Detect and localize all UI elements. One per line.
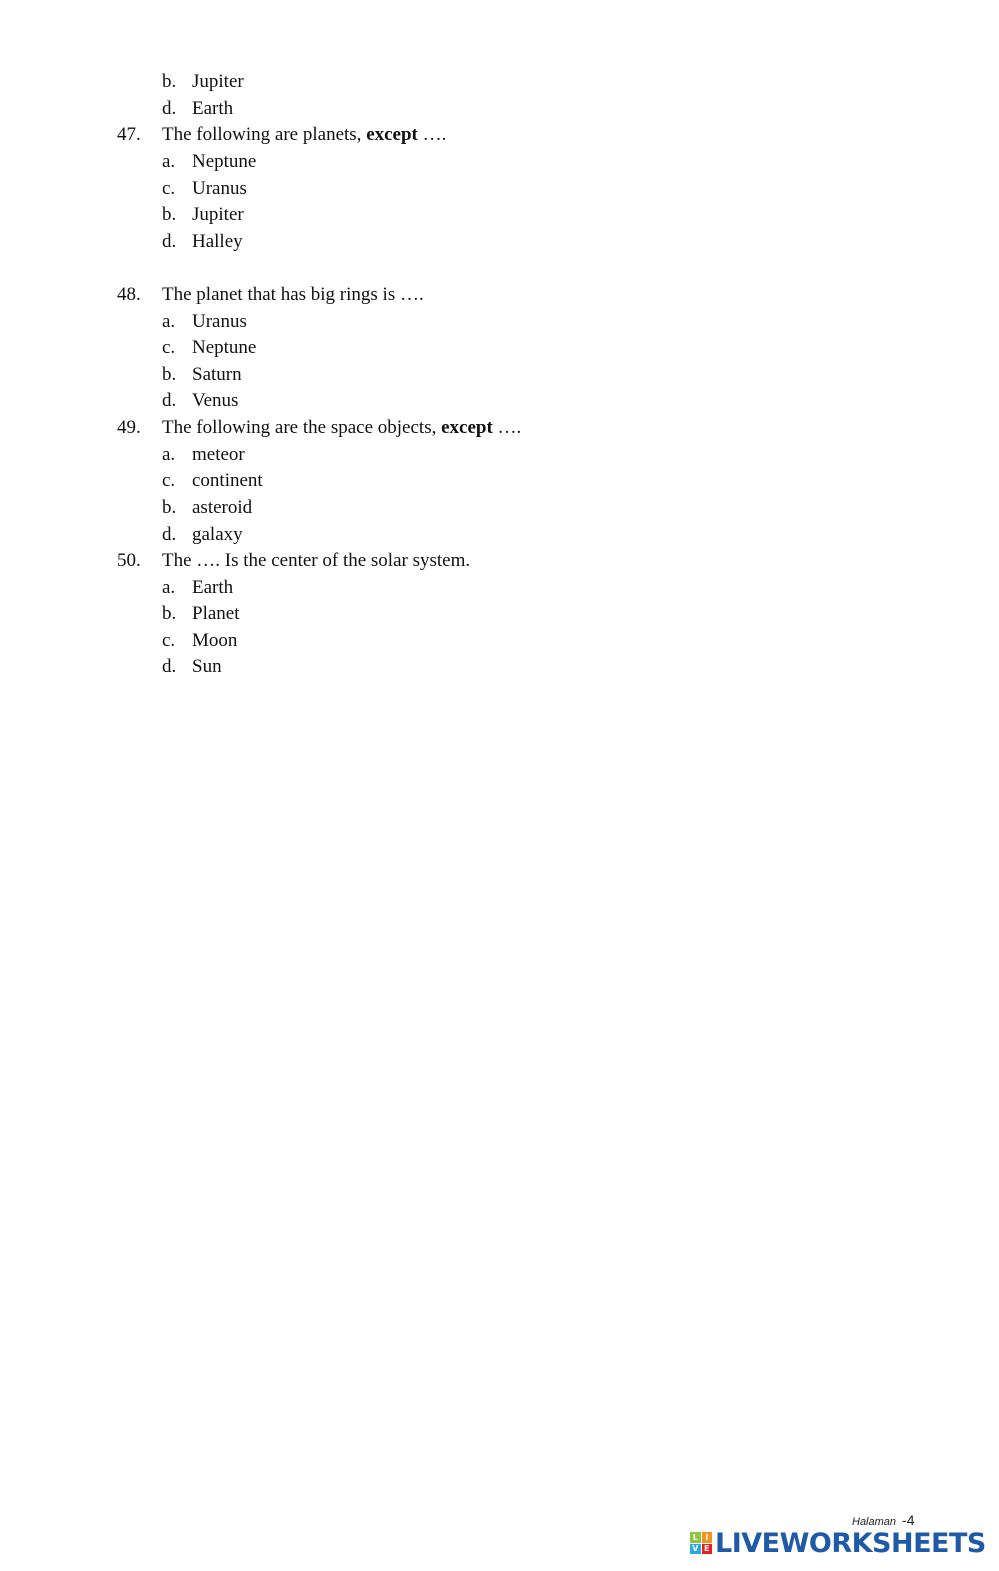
option-letter: c. (162, 178, 176, 199)
question-number: 50. (117, 550, 141, 571)
emphasis: except (441, 417, 493, 438)
option-text: Jupiter (192, 204, 244, 225)
question-text: The …. Is the center of the solar system. (162, 550, 471, 571)
option-text: Sun (192, 656, 222, 677)
option-text: meteor (192, 444, 245, 465)
option-letter: a. (162, 311, 176, 332)
question-text: The following are planets, except …. (162, 124, 447, 145)
option-text: continent (192, 470, 263, 491)
option-letter: b. (162, 204, 177, 225)
option-letter: a. (162, 577, 176, 598)
option-letter: b. (162, 497, 177, 518)
option-letter: d. (162, 231, 177, 252)
question-number: 48. (117, 284, 141, 305)
option-text: Moon (192, 630, 238, 651)
option-letter: b. (162, 71, 177, 92)
page-value: -4 (902, 1512, 915, 1528)
option-text: galaxy (192, 524, 243, 545)
question-text: The following are the space objects, except …. (162, 417, 522, 438)
option-letter: c. (162, 630, 176, 651)
liveworksheets-logo (690, 1528, 986, 1558)
option-text: Planet (192, 603, 240, 624)
question-number: 49. (117, 417, 141, 438)
option-text: Halley (192, 231, 243, 252)
brand-name: LIVEWORKSHEETS (715, 1527, 986, 1559)
page-label: Halaman (852, 1516, 897, 1528)
option-text: Uranus (192, 178, 247, 199)
option-letter: a. (162, 151, 176, 172)
option-text: Jupiter (192, 71, 244, 92)
option-text: Neptune (192, 337, 257, 358)
page-number (852, 1512, 914, 1528)
option-text: Neptune (192, 151, 257, 172)
option-letter: c. (162, 470, 176, 491)
question-text: The planet that has big rings is …. (162, 284, 424, 305)
option-text: asteroid (192, 497, 253, 518)
option-letter: b. (162, 364, 177, 385)
question-number: 47. (117, 124, 141, 145)
option-letter: d. (162, 524, 177, 545)
option-text: Saturn (192, 364, 242, 385)
option-text: Uranus (192, 311, 247, 332)
option-letter: d. (162, 390, 177, 411)
option-text: Earth (192, 577, 234, 598)
emphasis: except (366, 124, 418, 145)
option-text: Venus (192, 390, 239, 411)
option-letter: d. (162, 98, 177, 119)
option-text: Earth (192, 98, 234, 119)
logo-icon: L I V E (690, 1532, 712, 1554)
option-letter: c. (162, 337, 176, 358)
option-letter: b. (162, 603, 177, 624)
option-letter: a. (162, 444, 176, 465)
option-letter: d. (162, 656, 177, 677)
